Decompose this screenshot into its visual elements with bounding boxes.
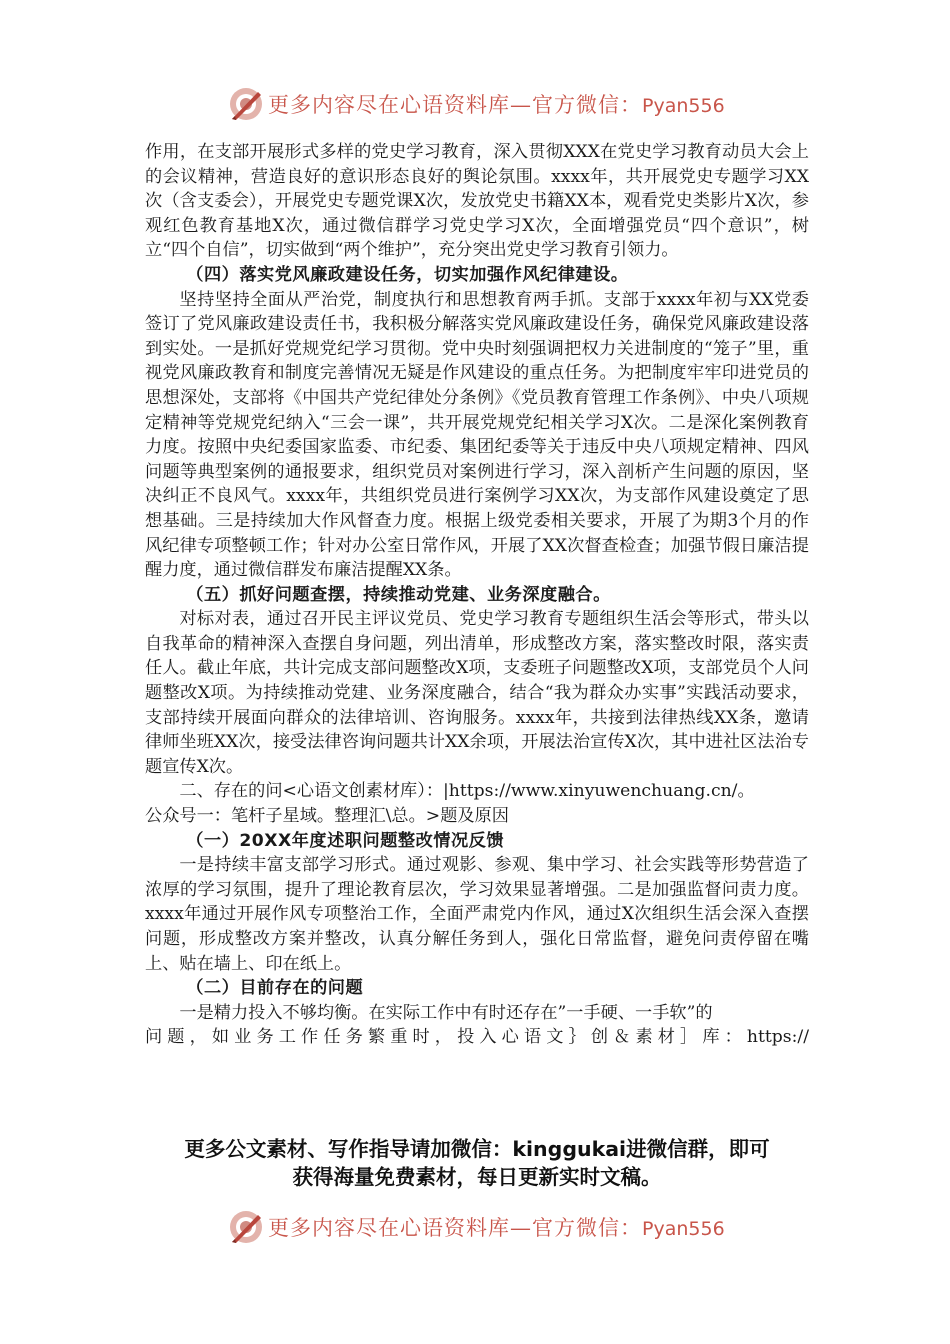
section-heading: （四）落实党风廉政建设任务，切实加强作风纪律建设。 <box>186 264 629 285</box>
body-paragraph: 二、存在的问<心语文创素材库）：|https://www.xinyuwenchuang.cn/。 <box>179 781 755 802</box>
body-paragraph: 问题，如业务工作任务繁重时，投入心语文｝创＆素材］库：https:// <box>145 1027 809 1048</box>
body-paragraph: 坚持坚持全面从严治党，制度执行和思想教育两手抓。支部于xxxx年初与XX党委签订了党风廉政建设责任书，我积极分解落实党风廉政建设任务，确保党风廉政建设落到实处。一是抓好党规党纪学习贯彻。党中央时刻强调把权力关进制度的“笼子”里，重视党风廉政教育和制度完善情况无疑是作风建设的重点任务。为把制度牢牢印进党员的思想深处，支部将《中国共产党纪律处分条例》《党员教育管理工作条例》、中央八项规定精神等党规党纪纳入“三会一课”，共开展党规党纪相关学习X次。二是深化案例教育力度。按照中央纪委国家监委、市纪委、集团纪委等关于违反中央八项规定精神、四风问题等典型案例的通报要求，组织党员对案例进行学习，深入剖析产生问题的原因，坚决纠正不良风气。xxxx年，共组织党员进行案例学习XX次，为支部作风建设奠定了思想基础。三是持续加大作风督查力度。根据上级党委相关要求，开展了为期3个月的作风纪律专项整顿工作；针对办公室日常作风，开展了XX次督查检查；加强节假日廉洁提醒力度，通过微信群发布廉洁提醒XX条。 <box>145 289 809 581</box>
body-paragraph: 对标对表，通过召开民主评议党员、党史学习教育专题组织生活会等形式，带头以自我革命的精神深入查摆自身问题，列出清单，形成整改方案，落实整改时限，落实责任人。截止年底，共计完成支部问题整改X项，支委班子问题整改X项，支部党员个人问题整改X项。为持续推动党建、业务深度融合，结合“我为群众办实事”实践活动要求，支部持续开展面向群众的法律培训、咨询服务。xxxx年，共接到法律热线XX条，邀请律师坐班XX次，接受法律咨询问题共计XX余项，开展法治宣传X次，其中进社区法治专题宣传X次。 <box>145 609 809 777</box>
body-paragraph: 公众号一：笔杆子星域。整理汇\总。>题及原因 <box>145 806 509 827</box>
header-banner <box>0 84 950 124</box>
pen-logo-icon <box>228 86 264 122</box>
promo-line-2: 获得海量免费素材，每日更新实时文稿。 <box>292 1165 662 1189</box>
body-paragraph: 作用，在支部开展形式多样的党史学习教育，深入贯彻XXX在党史学习教育动员大会上的会议精神，营造良好的意识形态良好的舆论氛围。xxxx年，共开展党史专题学习XX次（含支委会），开展党史专题党课X次，发放党史书籍XX本，观看党史类影片X次，参观红色教育基地X次，通过微信群学习党史学习X次，全面增强党员“四个意识”，树立“四个自信”，切实做到“两个维护”，充分突出党史学习教育引领力。 <box>145 142 809 261</box>
pen-logo-icon <box>228 1209 264 1245</box>
banner-text: 更多内容尽在心语资料库—官方微信：Pyan556 <box>268 1216 725 1240</box>
promo-line-1: 更多公文素材、写作指导请加微信：kinggukai进微信群，即可 <box>184 1137 770 1161</box>
section-heading: （二）目前存在的问题 <box>186 978 364 999</box>
document-body <box>145 140 809 1050</box>
banner-text: 更多内容尽在心语资料库—官方微信：Pyan556 <box>268 93 725 117</box>
footer-banner <box>0 1207 950 1247</box>
promo-notice <box>145 1135 809 1191</box>
section-heading: （五）抓好问题查摆，持续推动党建、业务深度融合。 <box>186 584 611 605</box>
body-paragraph: 一是精力投入不够均衡。在实际工作中有时还存在”一手硬、一手软”的 <box>179 1002 713 1023</box>
section-heading: （一）20XX年度述职问题整改情况反馈 <box>186 830 505 851</box>
body-paragraph: 一是持续丰富支部学习形式。通过观影、参观、集中学习、社会实践等形势营造了浓厚的学习氛围，提升了理论教育层次，学习效果显著增强。二是加强监督问责力度。xxxx年通过开展作风专项整治工作，全面严肃党内作风，通过X次组织生活会深入查摆问题，形成整改方案并整改，认真分解任务到人，强化日常监督，避免问责停留在嘴上、贴在墙上、印在纸上。 <box>145 855 809 974</box>
